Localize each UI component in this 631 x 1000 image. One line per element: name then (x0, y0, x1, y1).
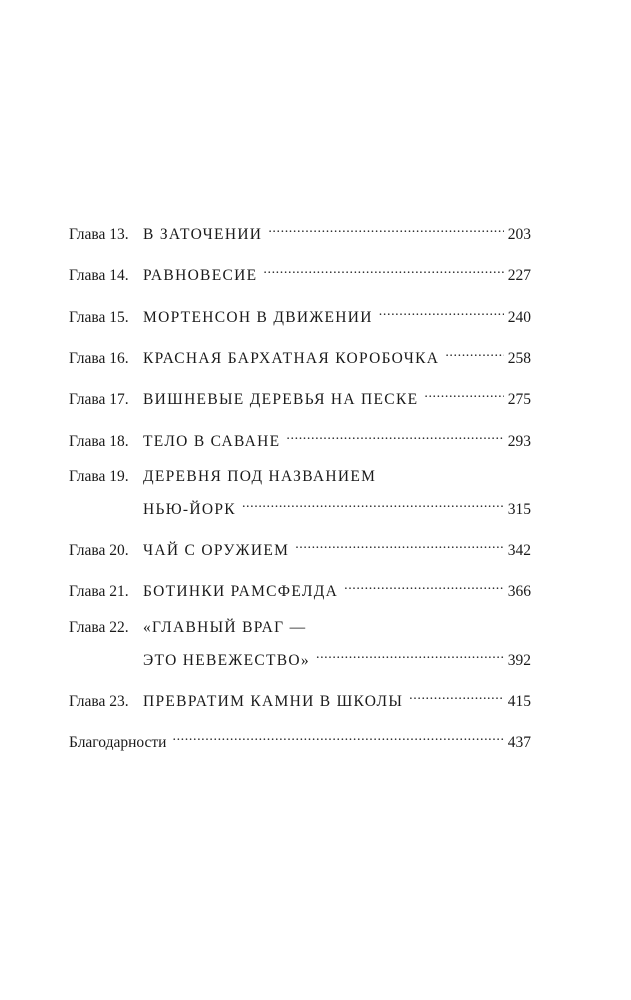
dot-leader (424, 384, 503, 404)
toc-line (69, 426, 531, 450)
dot-leader (445, 343, 503, 363)
dot-leader (268, 219, 503, 239)
toc-line (69, 576, 531, 600)
page-number: 258 (507, 350, 531, 367)
chapter-title: ПРЕВРАТИМ КАМНИ В ШКОЛЫ (143, 693, 404, 710)
toc-line-continuation (69, 494, 531, 518)
page-number: 275 (507, 391, 531, 408)
chapter-title: ДЕРЕВНЯ ПОД НАЗВАНИЕМ (143, 468, 377, 485)
toc-entry (69, 260, 531, 284)
toc-entry (69, 576, 531, 600)
acknowledgements-title: Благодарности (69, 734, 167, 751)
toc-entry-acknowledgements (69, 727, 531, 751)
toc-entry (69, 302, 531, 326)
chapter-title-continuation: ЭТО НЕВЕЖЕСТВО» (143, 652, 310, 669)
chapter-title: «ГЛАВНЫЙ ВРАГ — (143, 619, 307, 636)
toc-line (69, 535, 531, 559)
dot-leader (316, 645, 504, 665)
chapter-title: ТЕЛО В САВАНЕ (143, 433, 281, 450)
chapter-title: ЧАЙ С ОРУЖИЕМ (143, 542, 290, 559)
toc-line (69, 686, 531, 710)
dot-leader (409, 686, 504, 706)
chapter-number: Глава 20. (69, 542, 129, 559)
toc-entry (69, 426, 531, 450)
page-number: 203 (507, 226, 531, 243)
dot-leader (344, 576, 504, 596)
toc-line (69, 260, 531, 284)
chapter-number: Глава 17. (69, 391, 129, 408)
chapter-number: Глава 19. (69, 468, 129, 485)
chapter-title: БОТИНКИ РАМСФЕЛДА (143, 583, 339, 600)
dot-leader (172, 727, 503, 747)
page-number: 227 (507, 267, 531, 284)
chapter-number: Глава 13. (69, 226, 129, 243)
chapter-title: КРАСНАЯ БАРХАТНАЯ КОРОБОЧКА (143, 350, 440, 367)
toc-entry (69, 535, 531, 559)
toc-entry (69, 618, 531, 669)
dot-leader (263, 260, 503, 280)
toc-line-continuation (69, 645, 531, 669)
page-number: 415 (507, 693, 531, 710)
toc-entry (69, 219, 531, 243)
toc-line (69, 302, 531, 326)
chapter-number: Глава 23. (69, 693, 129, 710)
chapter-title: В ЗАТОЧЕНИИ (143, 226, 263, 243)
toc-entry (69, 686, 531, 710)
chapter-number: Глава 15. (69, 309, 129, 326)
chapter-title: МОРТЕНСОН В ДВИЖЕНИИ (143, 309, 373, 326)
toc-line (69, 467, 531, 487)
dot-leader (379, 302, 504, 322)
toc-line (69, 219, 531, 243)
chapter-title: РАВНОВЕСИЕ (143, 267, 258, 284)
toc-line (69, 343, 531, 367)
dot-leader (242, 494, 504, 514)
page-number: 315 (507, 501, 531, 518)
page-number: 342 (507, 542, 531, 559)
page-number: 366 (507, 583, 531, 600)
chapter-number: Глава 14. (69, 267, 129, 284)
dot-leader (295, 535, 504, 555)
page-number: 240 (507, 309, 531, 326)
chapter-title: ВИШНЕВЫЕ ДЕРЕВЬЯ НА ПЕСКЕ (143, 391, 419, 408)
chapter-number: Глава 21. (69, 583, 129, 600)
page-number: 293 (507, 433, 531, 450)
toc-entry (69, 384, 531, 408)
chapter-title-continuation: НЬЮ-ЙОРК (143, 501, 236, 518)
toc-entry (69, 467, 531, 518)
toc-line (69, 618, 531, 638)
page-number: 392 (507, 652, 531, 669)
toc-line (69, 727, 531, 751)
table-of-contents (69, 219, 531, 751)
chapter-number: Глава 16. (69, 350, 129, 367)
toc-line (69, 384, 531, 408)
chapter-number: Глава 18. (69, 433, 129, 450)
chapter-number: Глава 22. (69, 619, 129, 636)
dot-leader (286, 426, 503, 446)
page-number: 437 (507, 734, 531, 751)
toc-entry (69, 343, 531, 367)
